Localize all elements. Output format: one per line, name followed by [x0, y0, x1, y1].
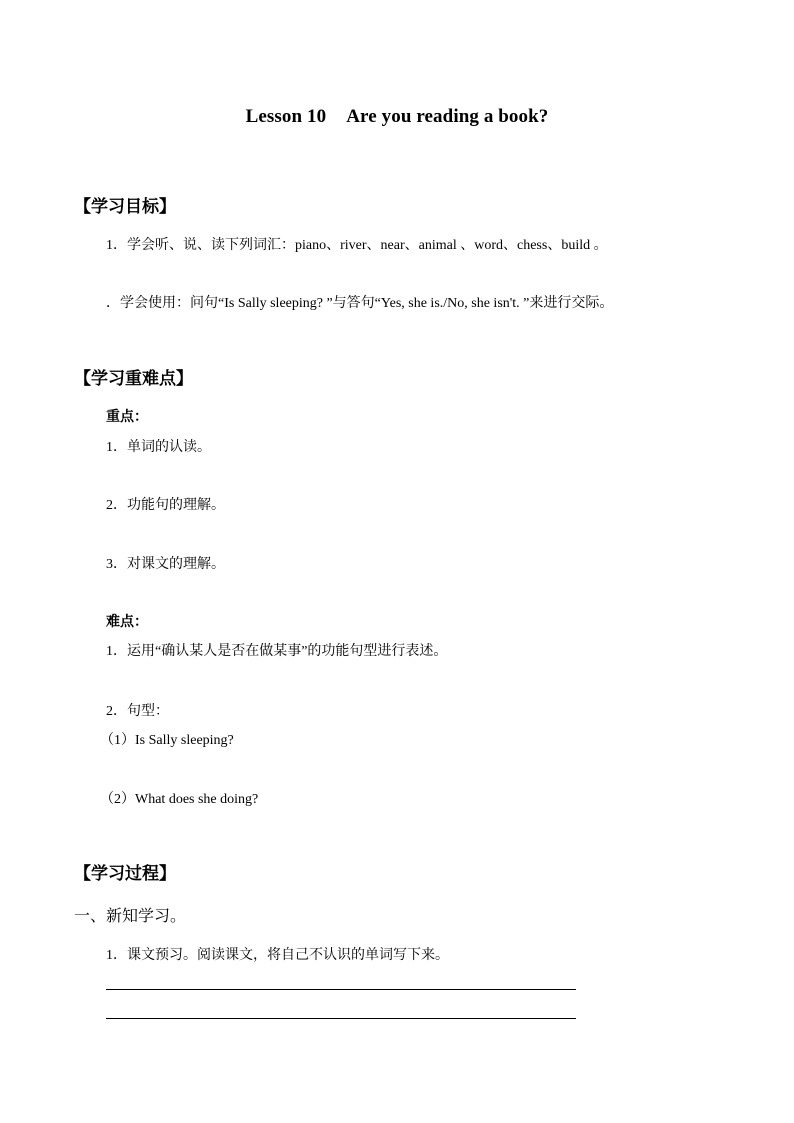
process-heading: 【学习过程】: [74, 864, 176, 883]
lesson-question: Are you reading a book?: [346, 106, 549, 127]
key-points-heading: 【学习重难点】: [74, 369, 193, 388]
pattern-1: （1）Is Sally sleeping?: [100, 733, 234, 748]
difficulty-item-2: 2．句型：: [106, 704, 169, 719]
process-part-1: 一、新知学习。: [74, 908, 187, 925]
focus-item-3: 3．对课文的理解。: [106, 557, 225, 572]
lesson-number: Lesson 10: [245, 106, 327, 127]
goals-heading: 【学习目标】: [74, 197, 176, 216]
difficulty-item-1: 1．运用“确认某人是否在做某事”的功能句型进行表述。: [106, 644, 448, 659]
process-task-1: 1．课文预习。阅读课文，将自己不认识的单词写下来。: [106, 948, 449, 963]
difficulty-label: 难点：: [106, 615, 148, 630]
page-title: [0, 106, 794, 128]
pattern-2: （2）What does she doing?: [100, 792, 259, 807]
focus-item-1: 1．单词的认读。: [106, 440, 211, 455]
goal-item-2: ．学会使用：问句“Is Sally sleeping? ”与答句“Yes, she is./No, she isn't. ”来进行交际。: [106, 296, 614, 311]
answer-line-1: [106, 989, 576, 990]
focus-label: 重点：: [106, 410, 148, 425]
goal-item-1: 1．学会听、说、读下列词汇：piano、river、near、animal 、word、chess、build 。: [106, 238, 608, 253]
answer-line-2: [106, 1018, 576, 1019]
focus-item-2: 2．功能句的理解。: [106, 498, 225, 513]
